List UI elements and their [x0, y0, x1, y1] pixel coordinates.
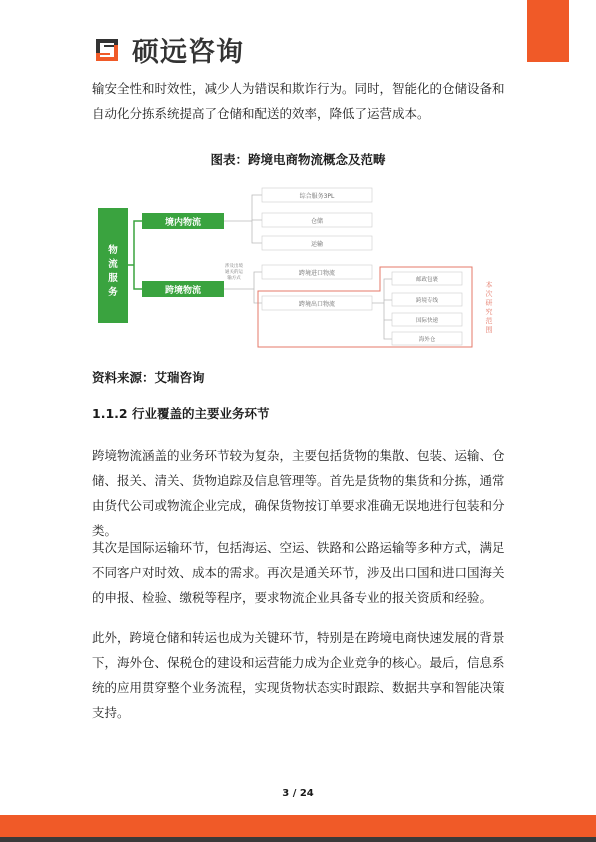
export-sub-2: 跨境专线 [415, 298, 439, 304]
export-sub-1: 邮政包裹 [415, 277, 439, 283]
footer-bar [0, 815, 596, 837]
logo-icon [92, 35, 122, 65]
brand-logo [92, 30, 244, 69]
svg-text:流: 流 [108, 259, 118, 270]
export-sub-3: 国际快递 [415, 318, 439, 324]
intro-paragraph: 输安全性和时效性，减少人为错误和欺诈行为。同时，智能化的仓储设备和自动化分拣系统提高了仓储和配送的效率，降低了运营成本。 [92, 81, 505, 121]
logistics-diagram [92, 175, 504, 355]
figure-source: 资料来源：艾瑞咨询 [92, 370, 205, 385]
footer-strip [0, 837, 596, 842]
svg-text:服: 服 [108, 273, 118, 284]
brand-name: 硕远咨询 [132, 37, 244, 68]
domestic-item-3: 运输 [310, 241, 324, 248]
paragraph-1: 跨境物流涵盖的业务环节较为复杂，主要包括货物的集散、包装、运输、仓储、报关、清关、货物追踪及信息管理等。首先是货物的集货和分拣，通常由货代公司或物流企业完成，确保货物按订单要求准确无误地进行包装和分类。 [92, 448, 505, 538]
export-sub-4: 海外仓 [418, 337, 436, 343]
svg-text:物: 物 [108, 245, 118, 256]
paragraph-2: 其次是国际运输环节，包括海运、空运、铁路和公路运输等多种方式，满足不同客户对时效、成本的需求。再次是通关环节，涉及出口国和进口国海关的申报、检验、缴税等程序，要求物流企业具备专业的报关资质和经验。 [92, 540, 505, 605]
crossborder-label: 跨境物流 [164, 286, 202, 296]
domestic-item-2: 仓储 [310, 218, 324, 225]
paragraph-3: 此外，跨境仓储和转运也成为关键环节，特别是在跨境电商快速发展的背景下，海外仓、保税仓的建设和运营能力成为企业竞争的核心。最后，信息系统的应用贯穿整个业务流程，实现货物状态实时跟踪、数据共享和智能决策支持。 [92, 630, 505, 720]
section-heading: 1.1.2 行业覆盖的主要业务环节 [92, 406, 270, 421]
svg-text:务: 务 [108, 287, 118, 298]
domestic-label: 境内物流 [164, 218, 202, 228]
crossborder-note: 涉及出境通关的运输方式 [225, 264, 243, 281]
export-label: 跨境出口物流 [298, 301, 336, 308]
figure-caption: 图表：跨境电商物流概念及范畴 [210, 152, 386, 167]
scope-label: 本次研究范围 [485, 281, 493, 334]
domestic-item-1: 综合服务3PL [299, 193, 335, 200]
page-number: 3 / 24 [282, 788, 314, 799]
import-label: 跨境进口物流 [298, 270, 336, 277]
corner-accent [527, 0, 569, 62]
